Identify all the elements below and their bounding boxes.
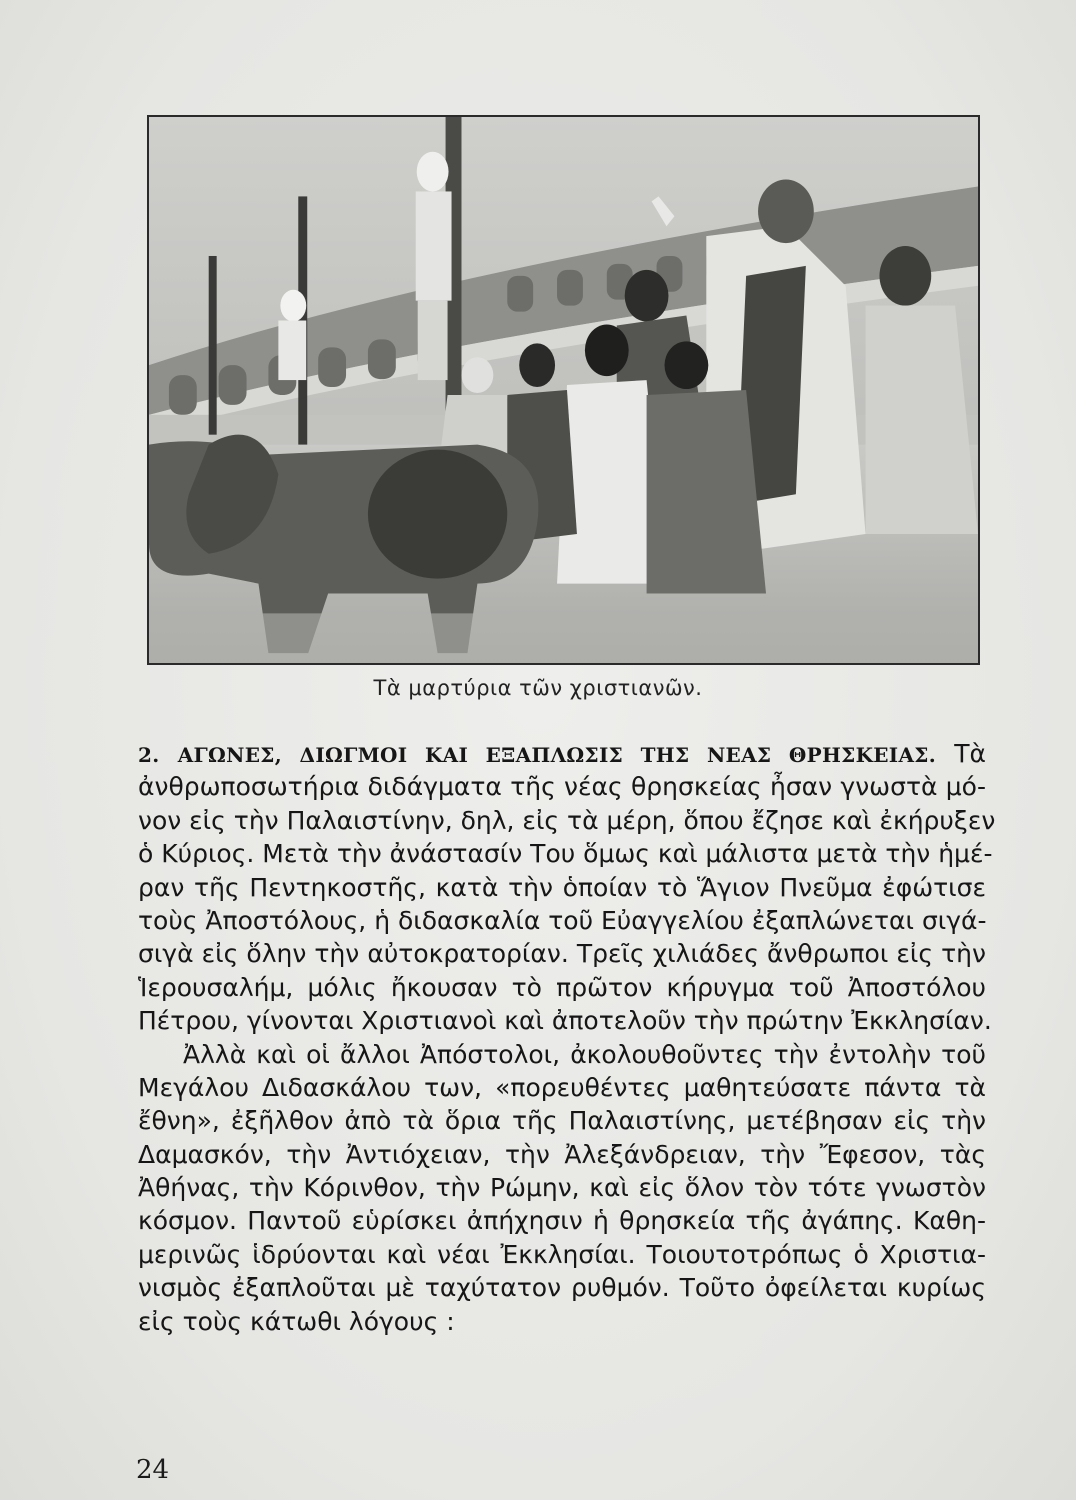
text-line: Μεγάλου Διδασκάλου των, «πορευθέντες μαθητεύσατε πάντα τὰ (138, 1072, 986, 1102)
text-line: ραν τῆς Πεντηκοστῆς, κατὰ τὴν ὁποίαν τὸ Ἅγιον Πνεῦμα ἐφώτισε (138, 872, 986, 902)
text-line: Δαμασκόν, τὴν Ἀντιόχειαν, τὴν Ἀλεξάνδρειαν, τὴν Ἔφεσον, τὰς (138, 1139, 986, 1169)
text-line: νισμὸς ἐξαπλοῦται μὲ ταχύτατον ρυθμόν. Τοῦτο ὀφείλεται κυρίως (138, 1273, 986, 1303)
text-line: ἀνθρωποσωτήρια διδάγματα τῆς νέας θρησκείας ἦσαν γνωστὰ μό- (138, 772, 986, 802)
text-line: Τὰ (954, 739, 986, 768)
illustration-graphic (149, 117, 978, 663)
text-line: Πέτρου, γίνονται Χριστιανοὶ καὶ ἀποτελοῦν τὴν πρώτην Ἐκκλησίαν. (138, 1006, 992, 1036)
text-line: σιγὰ εἰς ὅλην τὴν αὐτοκρατορίαν. Τρεῖς χιλιάδες ἄνθρωποι εἰς τὴν (138, 939, 986, 969)
text-line: εἰς τοὺς κάτωθι λόγους : (138, 1306, 455, 1336)
text-line: τοὺς Ἀποστόλους, ἡ διδασκαλία τοῦ Εὐαγγελίου ἐξαπλώνεται σιγά- (138, 905, 987, 935)
heading-line (138, 737, 986, 770)
text-line: Ἱερουσαλήμ, μόλις ἤκουσαν τὸ πρῶτον κήρυγμα τοῦ Ἀποστόλου (138, 972, 986, 1002)
figure-caption: Τὰ μαρτύρια τῶν χριστιανῶν. (373, 676, 703, 700)
text-line: κόσμον. Παντοῦ εὑρίσκει ἀπήχησιν ἡ θρησκεία τῆς ἀγάπης. Καθη- (138, 1206, 986, 1236)
section-number: 2. (138, 743, 160, 767)
text-line: μερινῶς ἱδρύονται καὶ νέαι Ἐκκλησίαι. Τοιουτοτρόπως ὁ Χριστια- (138, 1239, 986, 1269)
martyrdom-illustration (147, 115, 980, 665)
text-line: νον εἰς τὴν Παλαιστίνην, δηλ, εἰς τὰ μέρη, ὅπου ἔζησε καὶ ἐκήρυξεν (138, 805, 996, 835)
section-heading: ΑΓΩΝΕΣ, ΔΙΩΓΜΟΙ ΚΑΙ ΕΞΑΠΛΩΣΙΣ ΤΗΣ ΝΕΑΣ ΘΡΗΣΚΕΙΑΣ. (177, 743, 936, 767)
page-number: 24 (136, 1455, 170, 1485)
text-line: ὁ Κύριος. Μετὰ τὴν ἀνάστασίν Του ὅμως καὶ μάλιστα μετὰ τὴν ἡμέ- (138, 839, 993, 869)
text-line: ἔθνη», ἐξῆλθον ἀπὸ τὰ ὅρια τῆς Παλαιστίνης, μετέβησαν εἰς τὴν (138, 1106, 986, 1136)
text-line: Ἀθήνας, τὴν Κόρινθον, τὴν Ρώμην, καὶ εἰς ὅλον τὸν τότε γνωστὸν (138, 1173, 986, 1203)
section-body (138, 737, 996, 1338)
text-line: Ἀλλὰ καὶ οἱ ἄλλοι Ἀπόστολοι, ἀκολουθοῦντες τὴν ἐντολὴν τοῦ (183, 1039, 986, 1069)
